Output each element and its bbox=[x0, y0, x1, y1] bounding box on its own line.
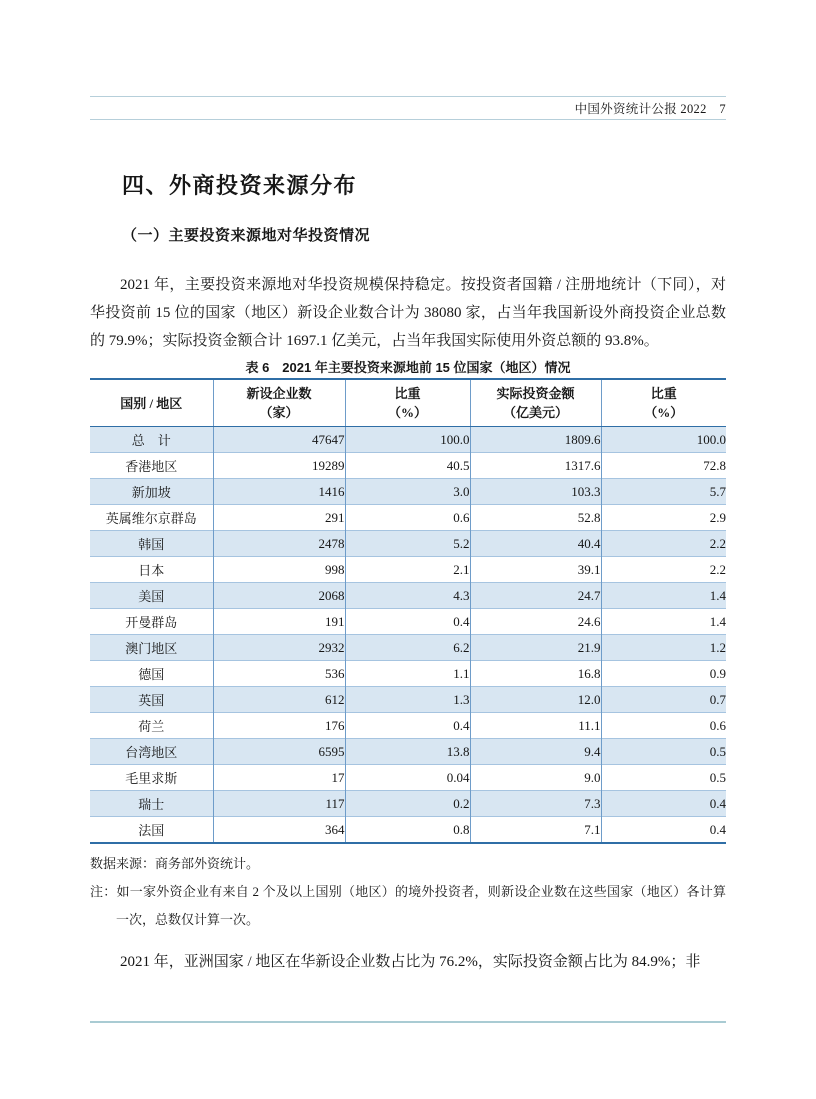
region-cell: 英属维尔京群岛 bbox=[90, 505, 213, 531]
col-header-line2: （%） bbox=[387, 405, 427, 420]
col-header-line1: 国别 / 地区 bbox=[120, 395, 183, 411]
count-share-cell: 0.2 bbox=[345, 791, 470, 817]
count-cell: 364 bbox=[213, 817, 345, 844]
count-cell: 2478 bbox=[213, 531, 345, 557]
amount-cell: 103.3 bbox=[470, 479, 601, 505]
region-cell: 德国 bbox=[90, 661, 213, 687]
amount-cell: 1317.6 bbox=[470, 453, 601, 479]
amount-share-cell: 0.9 bbox=[601, 661, 726, 687]
amount-cell: 7.3 bbox=[470, 791, 601, 817]
amount-share-cell: 0.4 bbox=[601, 791, 726, 817]
amount-cell: 1809.6 bbox=[470, 427, 601, 453]
running-header: 中国外资统计公报 2022 7 bbox=[574, 102, 726, 116]
count-share-cell: 1.1 bbox=[345, 661, 470, 687]
amount-cell: 16.8 bbox=[470, 661, 601, 687]
region-cell: 美国 bbox=[90, 583, 213, 609]
col-header-amount-share bbox=[601, 379, 726, 427]
region-cell: 荷兰 bbox=[90, 713, 213, 739]
amount-share-cell: 0.4 bbox=[601, 817, 726, 844]
count-share-cell: 100.0 bbox=[345, 427, 470, 453]
region-cell: 瑞士 bbox=[90, 791, 213, 817]
amount-cell: 52.8 bbox=[470, 505, 601, 531]
table-header-row bbox=[90, 379, 726, 427]
count-cell: 2932 bbox=[213, 635, 345, 661]
col-header-line1: 实际投资金额 bbox=[496, 386, 575, 401]
table-footnote: 注：如一家外资企业有来自 2 个及以上国别（地区）的境外投资者，则新设企业数在这些国家（地区）各计算一次，总数仅计算一次。 bbox=[90, 884, 726, 927]
amount-cell: 39.1 bbox=[470, 557, 601, 583]
amount-share-cell: 2.2 bbox=[601, 557, 726, 583]
table-row bbox=[90, 609, 726, 635]
table-body bbox=[90, 427, 726, 844]
region-cell: 台湾地区 bbox=[90, 739, 213, 765]
count-share-cell: 5.2 bbox=[345, 531, 470, 557]
table-caption: 表 6 2021 年主要投资来源地前 15 位国家（地区）情况 bbox=[245, 360, 571, 375]
table-row bbox=[90, 531, 726, 557]
count-cell: 998 bbox=[213, 557, 345, 583]
region-cell: 英国 bbox=[90, 687, 213, 713]
count-cell: 6595 bbox=[213, 739, 345, 765]
amount-share-cell: 1.2 bbox=[601, 635, 726, 661]
col-header-line1: 比重 bbox=[394, 386, 421, 401]
region-cell: 总 计 bbox=[131, 433, 171, 448]
count-cell: 612 bbox=[213, 687, 345, 713]
amount-share-cell: 0.6 bbox=[601, 713, 726, 739]
region-cell: 香港地区 bbox=[90, 453, 213, 479]
amount-share-cell: 100.0 bbox=[601, 427, 726, 453]
subsection-title: （一）主要投资来源地对华投资情况 bbox=[122, 227, 371, 244]
col-header-line2: （%） bbox=[644, 405, 684, 420]
section-title: 四、外商投资来源分布 bbox=[122, 173, 358, 198]
region-cell: 澳门地区 bbox=[90, 635, 213, 661]
count-share-cell: 2.1 bbox=[345, 557, 470, 583]
header-rule-bottom bbox=[90, 119, 726, 120]
region-cell: 毛里求斯 bbox=[90, 765, 213, 791]
region-cell: 新加坡 bbox=[90, 479, 213, 505]
footer-rule bbox=[90, 1021, 726, 1023]
amount-cell: 7.1 bbox=[470, 817, 601, 844]
count-share-cell: 6.2 bbox=[345, 635, 470, 661]
region-cell: 法国 bbox=[90, 817, 213, 844]
region-cell: 韩国 bbox=[90, 531, 213, 557]
amount-share-cell: 1.4 bbox=[601, 583, 726, 609]
table-row bbox=[90, 713, 726, 739]
amount-share-cell: 0.5 bbox=[601, 739, 726, 765]
header-rule-top bbox=[90, 96, 726, 97]
amount-cell: 21.9 bbox=[470, 635, 601, 661]
col-header-line2: （亿美元） bbox=[502, 405, 568, 420]
count-cell: 176 bbox=[213, 713, 345, 739]
count-share-cell: 0.6 bbox=[345, 505, 470, 531]
count-share-cell: 0.8 bbox=[345, 817, 470, 844]
table-row bbox=[90, 557, 726, 583]
col-header-region bbox=[90, 379, 213, 427]
count-share-cell: 1.3 bbox=[345, 687, 470, 713]
amount-cell: 12.0 bbox=[470, 687, 601, 713]
amount-cell: 24.7 bbox=[470, 583, 601, 609]
table-row bbox=[90, 635, 726, 661]
region-cell: 日本 bbox=[90, 557, 213, 583]
table-row bbox=[90, 505, 726, 531]
count-cell: 19289 bbox=[213, 453, 345, 479]
count-share-cell: 0.4 bbox=[345, 609, 470, 635]
table-row bbox=[90, 427, 726, 453]
table-row bbox=[90, 479, 726, 505]
count-share-cell: 3.0 bbox=[345, 479, 470, 505]
count-share-cell: 13.8 bbox=[345, 739, 470, 765]
table-row bbox=[90, 687, 726, 713]
amount-share-cell: 5.7 bbox=[601, 479, 726, 505]
amount-share-cell: 2.2 bbox=[601, 531, 726, 557]
col-header-count bbox=[213, 379, 345, 427]
count-cell: 47647 bbox=[213, 427, 345, 453]
investment-source-table bbox=[90, 378, 726, 844]
amount-share-cell: 2.9 bbox=[601, 505, 726, 531]
amount-cell: 24.6 bbox=[470, 609, 601, 635]
region-cell: 开曼群岛 bbox=[90, 609, 213, 635]
table-row bbox=[90, 453, 726, 479]
data-source-note: 数据来源：商务部外资统计。 bbox=[90, 856, 260, 871]
count-cell: 2068 bbox=[213, 583, 345, 609]
table-row bbox=[90, 791, 726, 817]
body-paragraph-2: 2021 年，亚洲国家 / 地区在华新设企业数占比为 76.2%，实际投资金额占比为 84.9%；非 bbox=[120, 954, 701, 970]
body-paragraph-1: 2021 年，主要投资来源地对华投资规模保持稳定。按投资者国籍 / 注册地统计（下同），对华投资前 15 位的国家（地区）新设企业数合计为 38080 家，占当年我国新设外商投资企业总数的 79.9%；实际投资金额合计 1697.1 亿美元，占当年我国实际使用外资总额的 93.8%。 bbox=[90, 277, 726, 349]
table-row bbox=[90, 817, 726, 844]
count-cell: 291 bbox=[213, 505, 345, 531]
table-row bbox=[90, 661, 726, 687]
amount-cell: 40.4 bbox=[470, 531, 601, 557]
amount-share-cell: 0.5 bbox=[601, 765, 726, 791]
amount-share-cell: 72.8 bbox=[601, 453, 726, 479]
col-header-line1: 新设企业数 bbox=[246, 386, 312, 401]
table-row bbox=[90, 739, 726, 765]
count-share-cell: 0.4 bbox=[345, 713, 470, 739]
count-cell: 191 bbox=[213, 609, 345, 635]
count-cell: 117 bbox=[213, 791, 345, 817]
count-cell: 1416 bbox=[213, 479, 345, 505]
table-row bbox=[90, 765, 726, 791]
count-share-cell: 4.3 bbox=[345, 583, 470, 609]
col-header-line2: （家） bbox=[259, 405, 299, 420]
col-header-count-share bbox=[345, 379, 470, 427]
amount-cell: 9.4 bbox=[470, 739, 601, 765]
amount-cell: 9.0 bbox=[470, 765, 601, 791]
count-cell: 17 bbox=[213, 765, 345, 791]
count-cell: 536 bbox=[213, 661, 345, 687]
amount-cell: 11.1 bbox=[470, 713, 601, 739]
table-row bbox=[90, 583, 726, 609]
count-share-cell: 40.5 bbox=[345, 453, 470, 479]
table-header bbox=[90, 379, 726, 427]
count-share-cell: 0.04 bbox=[345, 765, 470, 791]
amount-share-cell: 1.4 bbox=[601, 609, 726, 635]
amount-share-cell: 0.7 bbox=[601, 687, 726, 713]
col-header-amount bbox=[470, 379, 601, 427]
col-header-line1: 比重 bbox=[650, 386, 677, 401]
